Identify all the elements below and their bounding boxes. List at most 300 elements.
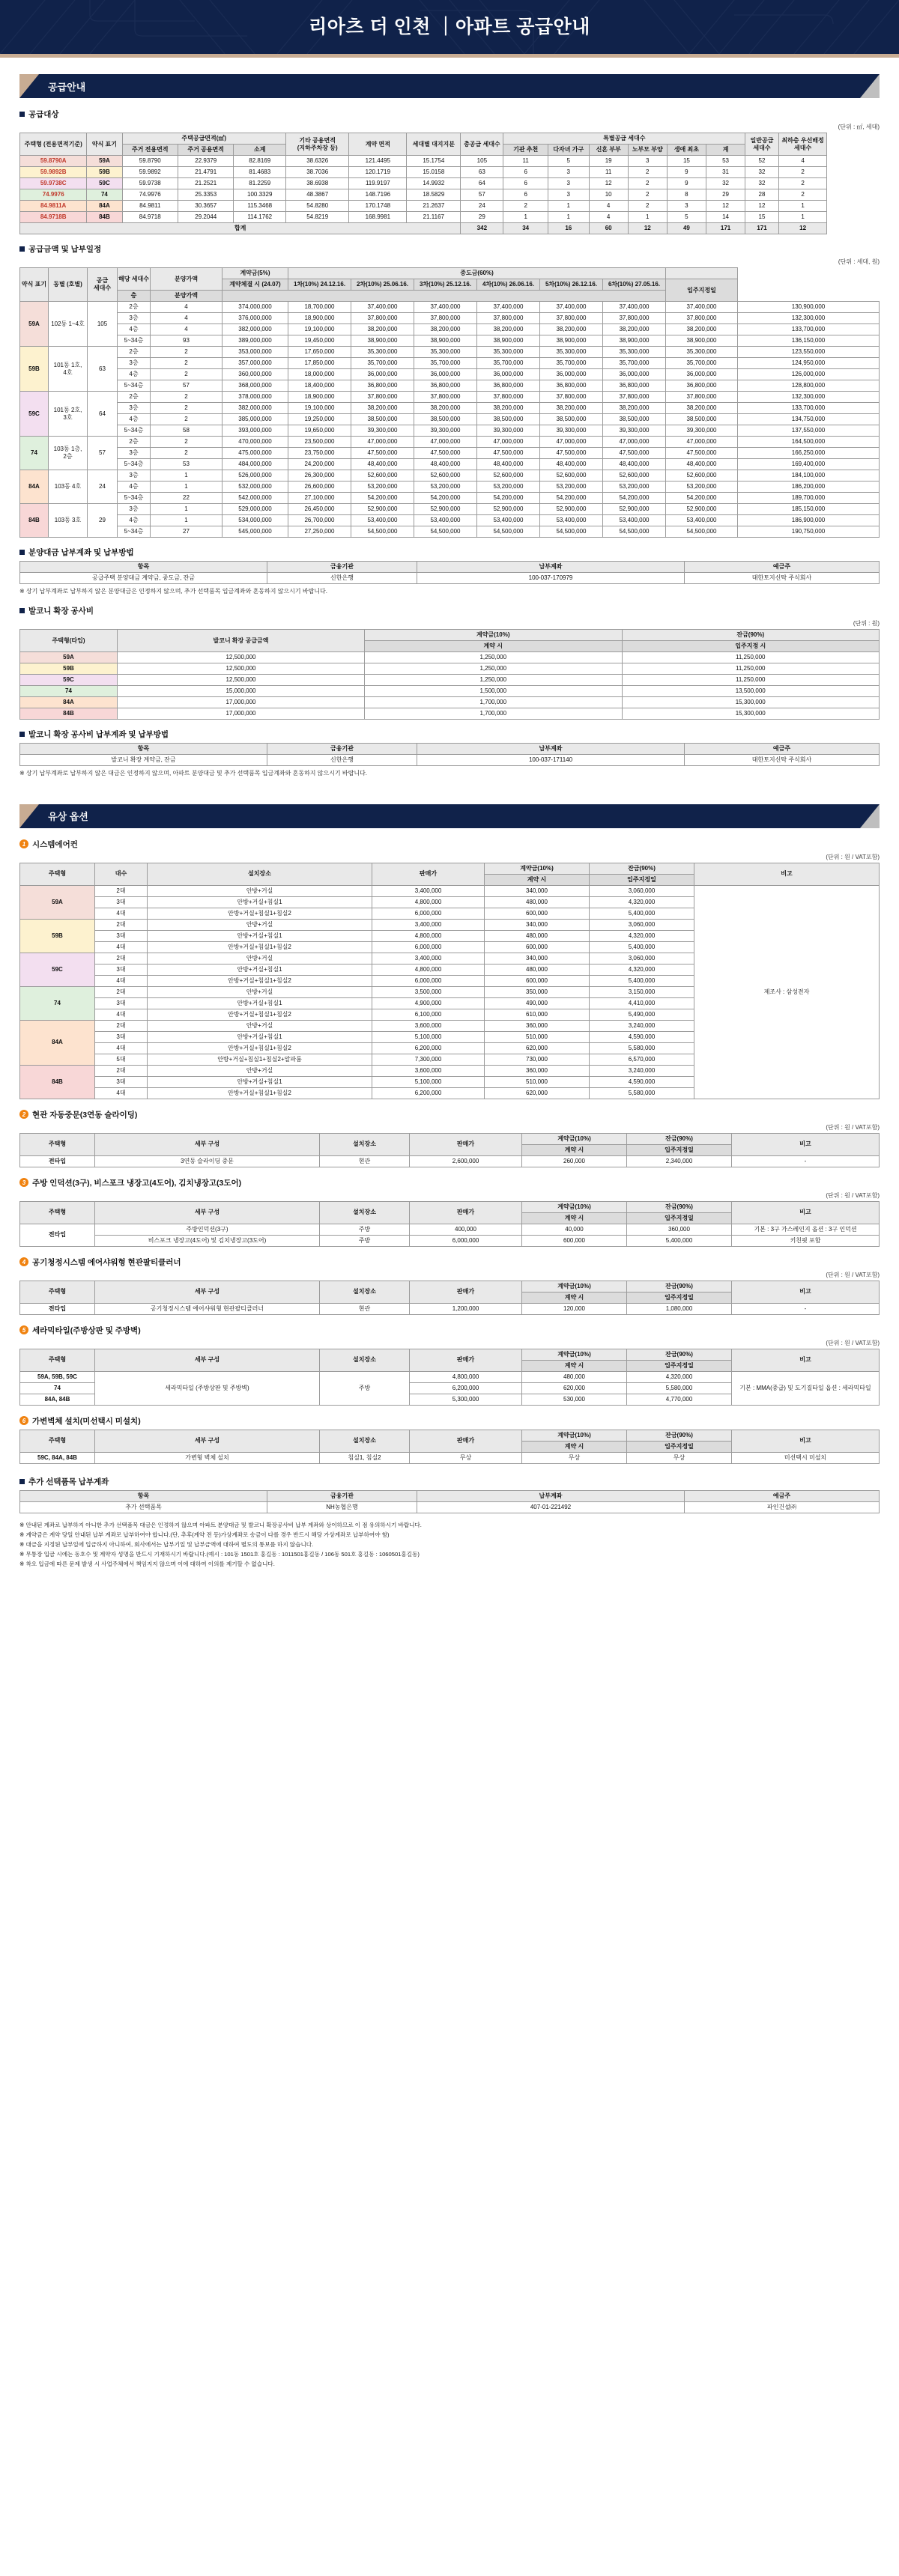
cell-price: 532,000,000 <box>223 482 288 493</box>
subtitle-price-schedule-label: 공급금액 및 납부일정 <box>28 245 102 254</box>
cell-floor: 2층 <box>118 437 151 448</box>
cell-mid: 54,200,000 <box>603 493 666 504</box>
cell-mid: 35,300,000 <box>351 347 414 358</box>
cell-contract: 26,600,000 <box>288 482 351 493</box>
cell-value: 115.3468 <box>234 201 286 212</box>
cell-value: 3 <box>628 156 667 167</box>
cell-value: 4 <box>589 212 628 223</box>
cell-type: 84A <box>20 697 118 708</box>
cell-value: 12 <box>706 201 745 212</box>
cell-place: 안방+거실+침실1 <box>148 964 372 975</box>
th-special-group: 특별공급 세대수 <box>503 133 745 145</box>
cell-1: 공기청정시스템 에어샤워형 현관팔티클러너 <box>95 1303 320 1314</box>
cell-floor-units: 2 <box>151 392 223 403</box>
cell-value: 10 <box>589 189 628 201</box>
cell-balance: 4,320,000 <box>627 1371 732 1382</box>
th-tl-balance-sub: 입주지정일 <box>627 1360 732 1371</box>
cell-contract: 480,000 <box>485 930 590 941</box>
table-row <box>20 324 880 335</box>
table-option-tile <box>19 1349 880 1406</box>
cell-contract: 40,000 <box>522 1224 627 1235</box>
cell-price: 5,300,000 <box>410 1394 522 1405</box>
cell-contract: 600,000 <box>485 975 590 986</box>
cell-value: 22.9379 <box>178 156 233 167</box>
cell-price: 378,000,000 <box>223 392 288 403</box>
cell-balance: 5,400,000 <box>627 1235 732 1246</box>
th-account-2: 납부계좌 <box>417 1490 685 1501</box>
cell-price: 376,000,000 <box>223 313 288 324</box>
cell-qty: 3대 <box>95 930 148 941</box>
cell-account: 공급주택 분양대금 계약금, 중도금, 잔금 <box>20 573 267 584</box>
cell-price: 545,000,000 <box>223 526 288 538</box>
cell-value: 29.2044 <box>178 212 233 223</box>
th-ps-balance-group <box>666 268 738 279</box>
cell-units: 63 <box>88 347 118 392</box>
cell-balance: 3,060,000 <box>590 885 694 896</box>
cell-mid: 47,000,000 <box>477 437 540 448</box>
cell-value: 2 <box>628 178 667 189</box>
th-general: 일반공급 세대수 <box>745 133 779 156</box>
cell-0: 59C, 84A, 84B <box>20 1452 95 1463</box>
footnote: ※ 안내된 계좌로 납부하지 아니한 추가 선택품목 대금은 인정하지 않으며 아파트 분양대금 및 발코니 확장공사비 납부 계좌와 상이하므로 이 점 유의하시기 바랍니다. <box>19 1521 422 1528</box>
cell-value: 30.3657 <box>178 201 233 212</box>
cell-mid: 37,400,000 <box>414 302 477 313</box>
table-option-air <box>19 1281 880 1315</box>
cell-mid: 38,500,000 <box>666 414 738 425</box>
cell-balance: 190,750,000 <box>738 526 880 538</box>
cell-type: 59C <box>20 953 95 986</box>
cell-balance: 5,400,000 <box>590 908 694 919</box>
th-sh-type: 주택형 <box>20 1430 95 1452</box>
cell-floor-units: 4 <box>151 324 223 335</box>
cell-value: 6 <box>503 167 548 178</box>
table-row <box>20 1371 880 1382</box>
cell-qty: 3대 <box>95 964 148 975</box>
cell-price: 534,000,000 <box>223 515 288 526</box>
cell-balance: 3,060,000 <box>590 953 694 964</box>
th-ai-place: 설치장소 <box>320 1281 410 1303</box>
cell-units: 24 <box>88 470 118 504</box>
cell-mid: 37,400,000 <box>351 302 414 313</box>
table-row <box>20 1235 880 1246</box>
th-code: 약식 표기 <box>87 133 122 156</box>
table-row <box>20 504 880 515</box>
note-payment-plan: ※ 상기 납부계좌로 납부하지 않은 분양대금은 인정하지 않으며, 추가 선택품목 입금계좌와 혼동하지 않으시기 바랍니다. <box>19 588 327 595</box>
cell-floor: 4층 <box>118 414 151 425</box>
cell-5: 2,340,000 <box>627 1155 732 1167</box>
cell-value: 53 <box>706 156 745 167</box>
cell-place: 안방+거실+침실1 <box>148 1031 372 1042</box>
th-sh-place: 설치장소 <box>320 1430 410 1452</box>
th-ps-mid-group: 중도금(60%) <box>288 268 666 279</box>
th-ac-contract-group: 계약금(10%) <box>485 863 590 874</box>
cell-mid: 37,800,000 <box>540 313 603 324</box>
cell-value: 28 <box>745 189 779 201</box>
cell-floor: 3층 <box>118 470 151 482</box>
cell-value: 1 <box>778 201 827 212</box>
cell-value: 2 <box>628 167 667 178</box>
cell-value: 24 <box>461 201 503 212</box>
th-sp-org: 기관 추천 <box>503 145 548 156</box>
cell-mid: 35,300,000 <box>666 347 738 358</box>
cell-floor-units: 27 <box>151 526 223 538</box>
cell-contract: 18,700,000 <box>288 302 351 313</box>
cell-qty: 3대 <box>95 896 148 908</box>
th-kt-detail: 세부 구성 <box>95 1201 320 1224</box>
cell-mid: 54,500,000 <box>666 526 738 538</box>
table-row <box>20 167 880 178</box>
table-row <box>20 358 880 369</box>
table-row <box>20 697 880 708</box>
cell-type: 74 <box>20 986 95 1020</box>
cell-qty: 2대 <box>95 1065 148 1076</box>
table-row <box>20 178 880 189</box>
th-ac-type: 주택형 <box>20 863 95 885</box>
th-kt-balance-group: 잔금(90%) <box>627 1201 732 1212</box>
cell-balance: 186,900,000 <box>738 515 880 526</box>
cell-mid: 54,500,000 <box>540 526 603 538</box>
cell-type: 84B <box>20 708 118 720</box>
cell-mid: 37,800,000 <box>351 313 414 324</box>
cell-value: 3 <box>667 201 706 212</box>
th-tl-contract-group: 계약금(10%) <box>522 1349 627 1360</box>
cell-balance: 4,410,000 <box>590 997 694 1009</box>
cell-type: 59A, 59B, 59C <box>20 1371 95 1382</box>
th-ai-contract-sub: 계약 시 <box>522 1292 627 1303</box>
cell-mid: 52,600,000 <box>414 470 477 482</box>
cell-balance: 132,300,000 <box>738 392 880 403</box>
cell-value: 18.5829 <box>407 189 461 201</box>
cell-account: NH농협은행 <box>267 1501 417 1513</box>
cell-price: 542,000,000 <box>223 493 288 504</box>
cell-mid: 35,300,000 <box>603 347 666 358</box>
cell-total-value: 171 <box>745 223 779 234</box>
cell-value: 9 <box>667 167 706 178</box>
cell-value: 25.3353 <box>178 189 233 201</box>
cell-mid: 52,600,000 <box>477 470 540 482</box>
th-ac-balance-sub: 입주지정일 <box>590 874 694 885</box>
cell-value: 1 <box>548 201 589 212</box>
th-kt-contract-sub: 계약 시 <box>522 1212 627 1224</box>
th-dr-price: 판매가 <box>410 1133 522 1155</box>
cell-contract: 360,000 <box>485 1065 590 1076</box>
cell-balance: 169,400,000 <box>738 459 880 470</box>
table-row <box>20 675 880 686</box>
cell-mid: 52,600,000 <box>666 470 738 482</box>
cell-floor-units: 1 <box>151 482 223 493</box>
table-row <box>20 1501 880 1513</box>
cell-price: 393,000,000 <box>223 425 288 437</box>
subtitle-option-aircon: 1 시스템에어컨 <box>19 839 880 850</box>
cell-type: 59.9892B <box>20 167 87 178</box>
table-row <box>20 1224 880 1235</box>
cell-contract: 26,700,000 <box>288 515 351 526</box>
th-sh-balance-sub: 입주지정일 <box>627 1441 732 1452</box>
cell-mid: 36,000,000 <box>477 369 540 380</box>
cell-mid: 47,500,000 <box>351 448 414 459</box>
cell-1: 3연동 슬라이딩 중문 <box>95 1155 320 1167</box>
th-ps-price2: 분양가액 <box>151 291 223 302</box>
cell-floor-units: 2 <box>151 414 223 425</box>
cell-mid: 36,800,000 <box>540 380 603 392</box>
cell-balance: 4,590,000 <box>590 1076 694 1087</box>
table-payment-plan <box>19 561 880 584</box>
th-bal-contract-sub: 계약 시 <box>365 641 623 652</box>
cell-contract: 480,000 <box>522 1371 627 1382</box>
cell-balance: 130,900,000 <box>738 302 880 313</box>
cell-value: 4 <box>589 201 628 212</box>
cell-dong: 102동 1~4호 <box>49 302 88 347</box>
th-ps-mid6: 6차(10%) 27.05.16. <box>603 279 666 291</box>
th-account-3: 예금주 <box>685 1490 880 1501</box>
th-sp-old: 노부모 부양 <box>628 145 667 156</box>
cell-price: 484,000,000 <box>223 459 288 470</box>
cell-contract: 19,250,000 <box>288 414 351 425</box>
table-row <box>20 335 880 347</box>
cell-dong: 103동 4호 <box>49 470 88 504</box>
cell-value: 64 <box>461 178 503 189</box>
cell-balance: 3,240,000 <box>590 1065 694 1076</box>
table-row <box>20 156 880 167</box>
cell-type: 84.9718B <box>20 212 87 223</box>
cell-amount: 12,500,000 <box>118 675 365 686</box>
cell-account: 신한은행 <box>267 573 417 584</box>
table-row <box>20 686 880 697</box>
cell-value: 32 <box>745 167 779 178</box>
cell-mid: 38,200,000 <box>414 324 477 335</box>
th-other-area: 기타 공용면적 (지하주차장 등) <box>285 133 348 156</box>
cell-total-value: 12 <box>628 223 667 234</box>
cell-dong: 101동 2호, 3호 <box>49 392 88 437</box>
cell-mid: 47,500,000 <box>540 448 603 459</box>
cell-qty: 5대 <box>95 1054 148 1065</box>
cell-value: 32 <box>745 178 779 189</box>
cell-mid: 48,400,000 <box>603 459 666 470</box>
cell-floor: 4층 <box>118 515 151 526</box>
table-price-schedule <box>19 267 880 538</box>
cell-balance: 15,300,000 <box>622 697 880 708</box>
cell-account: 100-037-170979 <box>417 573 685 584</box>
cell-type: 84B <box>20 1065 95 1099</box>
cell-4: 260,000 <box>522 1155 627 1167</box>
th-contract-area: 계약 면적 <box>349 133 407 156</box>
cell-mid: 47,000,000 <box>666 437 738 448</box>
cell-mid: 38,200,000 <box>603 403 666 414</box>
cell-price: 5,100,000 <box>372 1076 485 1087</box>
cell-type: 84A, 84B <box>20 1394 95 1405</box>
cell-balance: 124,950,000 <box>738 358 880 369</box>
cell-account: 100-037-171140 <box>417 755 685 766</box>
cell-value: 59.9738 <box>122 178 178 189</box>
cell-balance: 4,590,000 <box>590 1031 694 1042</box>
cell-contract: 600,000 <box>485 941 590 953</box>
cell-type: 74 <box>20 686 118 697</box>
cell-qty: 4대 <box>95 1009 148 1020</box>
cell-value: 14 <box>706 212 745 223</box>
table-option-aircon <box>19 863 880 1099</box>
cell-code: 59B <box>87 167 122 178</box>
cell-6: 미선택시 미설치 <box>732 1452 880 1463</box>
cell-value: 11 <box>589 167 628 178</box>
cell-floor-units: 4 <box>151 313 223 324</box>
cell-balance: 132,300,000 <box>738 313 880 324</box>
cell-price: 4,800,000 <box>372 896 485 908</box>
cell-value: 59.9892 <box>122 167 178 178</box>
cell-value: 12 <box>745 201 779 212</box>
th-ps-mid5: 5차(10%) 26.12.16. <box>540 279 603 291</box>
cell-balance: 11,250,000 <box>622 652 880 663</box>
table-row <box>20 459 880 470</box>
cell-mid: 53,200,000 <box>351 482 414 493</box>
th-sh-contract-group: 계약금(10%) <box>522 1430 627 1441</box>
cell-floor-units: 2 <box>151 347 223 358</box>
table-option-shelf <box>19 1430 880 1464</box>
cell-mid: 36,800,000 <box>414 380 477 392</box>
cell-mid: 38,200,000 <box>477 324 540 335</box>
cell-contract: 23,750,000 <box>288 448 351 459</box>
cell-balance: 360,000 <box>627 1224 732 1235</box>
cell-mid: 47,000,000 <box>603 437 666 448</box>
cell-contract: 1,700,000 <box>365 708 623 720</box>
table-row <box>20 437 880 448</box>
cell-mid: 38,200,000 <box>351 403 414 414</box>
cell-place: 안방+거실+침실1+침실2 <box>148 908 372 919</box>
cell-price: 3,600,000 <box>372 1020 485 1031</box>
cell-contract: 730,000 <box>485 1054 590 1065</box>
table-row <box>20 302 880 313</box>
cell-mid: 38,900,000 <box>540 335 603 347</box>
cell-mid: 35,300,000 <box>540 347 603 358</box>
subtitle-option-door: 2 현관 자동중문(3연동 슬라이딩) <box>19 1109 880 1120</box>
cell-price: 6,000,000 <box>372 975 485 986</box>
cell-value: 1 <box>548 212 589 223</box>
cell-value: 9 <box>667 178 706 189</box>
cell-value: 3 <box>548 178 589 189</box>
table-extra-account <box>19 1490 880 1513</box>
cell-floor: 5~34층 <box>118 425 151 437</box>
table-row <box>20 482 880 493</box>
th-ps-code: 약식 표기 <box>20 268 49 302</box>
cell-price: 3,400,000 <box>372 953 485 964</box>
cell-mid: 38,500,000 <box>351 414 414 425</box>
cell-value: 21.4791 <box>178 167 233 178</box>
cell-value: 4 <box>778 156 827 167</box>
table-option-door <box>19 1133 880 1167</box>
cell-value: 14.9932 <box>407 178 461 189</box>
cell-mid: 39,300,000 <box>666 425 738 437</box>
cell-floor: 2층 <box>118 302 151 313</box>
cell-contract: 26,300,000 <box>288 470 351 482</box>
cell-mid: 54,500,000 <box>603 526 666 538</box>
th-ps-balance-sub: 입주지정일 <box>666 279 738 302</box>
cell-floor: 5~34층 <box>118 526 151 538</box>
table-row <box>20 212 880 223</box>
cell-balance: 3,150,000 <box>590 986 694 997</box>
cell-type: 74.9976 <box>20 189 87 201</box>
cell-account: 파인건설㈜ <box>685 1501 880 1513</box>
cell-note: 제조사 : 삼성전자 <box>694 885 880 1099</box>
th-bal-balance-group: 잔금(90%) <box>622 630 880 641</box>
cell-floor-units: 1 <box>151 515 223 526</box>
cell-value: 31 <box>706 167 745 178</box>
cell-value: 120.1719 <box>349 167 407 178</box>
cell-4: 120,000 <box>522 1303 627 1314</box>
th-tl-place: 설치장소 <box>320 1349 410 1371</box>
table-row <box>20 380 880 392</box>
cell-amount: 12,500,000 <box>118 652 365 663</box>
cell-6: - <box>732 1303 880 1314</box>
cell-price: 6,200,000 <box>372 1042 485 1054</box>
cell-total-value: 34 <box>503 223 548 234</box>
unit-balcony: (단위 : 원) <box>853 620 880 628</box>
cell-code: 74 <box>20 437 49 470</box>
cell-value: 2 <box>778 178 827 189</box>
cell-contract: 24,200,000 <box>288 459 351 470</box>
footnote: ※ 무통장 입금 시에는 동호수 및 계약자 성명을 반드시 기재하시기 바랍니다.(예시 : 101동 1501호 홍길동 : 1011501홍길동 / 106동 501호 홍길동 : 1060501홍길동) <box>19 1551 420 1558</box>
th-dr-contract-sub: 계약 시 <box>522 1144 627 1155</box>
cell-mid: 37,800,000 <box>603 313 666 324</box>
cell-mid: 38,500,000 <box>414 414 477 425</box>
cell-contract: 350,000 <box>485 986 590 997</box>
th-tl-contract-sub: 계약 시 <box>522 1360 627 1371</box>
cell-floor: 5~34층 <box>118 380 151 392</box>
cell-floor: 5~34층 <box>118 493 151 504</box>
cell-price: 382,000,000 <box>223 403 288 414</box>
cell-contract: 340,000 <box>485 885 590 896</box>
th-area-common: 주거 공용면적 <box>178 145 233 156</box>
cell-contract: 17,650,000 <box>288 347 351 358</box>
cell-contract: 480,000 <box>485 896 590 908</box>
cell-value: 12 <box>589 178 628 189</box>
th-dr-place: 설치장소 <box>320 1133 410 1155</box>
unit-option-aircon: (단위 : 원 / VAT포함) <box>826 853 880 860</box>
cell-balance: 186,200,000 <box>738 482 880 493</box>
cell-floor: 3층 <box>118 403 151 414</box>
cell-balance: 134,750,000 <box>738 414 880 425</box>
cell-mid: 52,600,000 <box>351 470 414 482</box>
th-tl-price: 판매가 <box>410 1349 522 1371</box>
th-ps-price: 분양가액 <box>151 268 223 291</box>
cell-mid: 35,700,000 <box>666 358 738 369</box>
cell-place: 안방+거실+침실1 <box>148 930 372 941</box>
cell-type: 84.9811A <box>20 201 87 212</box>
cell-balance: 126,000,000 <box>738 369 880 380</box>
cell-units: 105 <box>88 302 118 347</box>
cell-value: 38.6326 <box>285 156 348 167</box>
cell-place: 안방+거실+침실1+침실2 <box>148 941 372 953</box>
cell-value: 1 <box>628 212 667 223</box>
cell-balance: 133,700,000 <box>738 324 880 335</box>
cell-mid: 52,900,000 <box>666 504 738 515</box>
th-account-1: 금융기관 <box>267 562 417 573</box>
cell-type: 59B <box>20 663 118 675</box>
cell-value: 21.2637 <box>407 201 461 212</box>
table-row <box>20 369 880 380</box>
cell-code: 59A <box>20 302 49 347</box>
cell-balance: 128,800,000 <box>738 380 880 392</box>
cell-contract: 620,000 <box>522 1382 627 1394</box>
th-account-1: 금융기관 <box>267 1490 417 1501</box>
cell-qty: 2대 <box>95 986 148 997</box>
footnote: ※ 착오 입금에 따른 문제 발생 시 사업주체에서 책임지지 않으며 이에 대하여 이의를 제기할 수 없습니다. <box>19 1561 275 1568</box>
cell-place: 안방+거실 <box>148 885 372 896</box>
cell-3: 1,200,000 <box>410 1303 522 1314</box>
th-dr-balance-sub: 입주지정일 <box>627 1144 732 1155</box>
cell-value: 15 <box>667 156 706 167</box>
cell-total-value: 342 <box>461 223 503 234</box>
cell-mid: 37,800,000 <box>666 313 738 324</box>
cell-price: 6,000,000 <box>410 1235 522 1246</box>
